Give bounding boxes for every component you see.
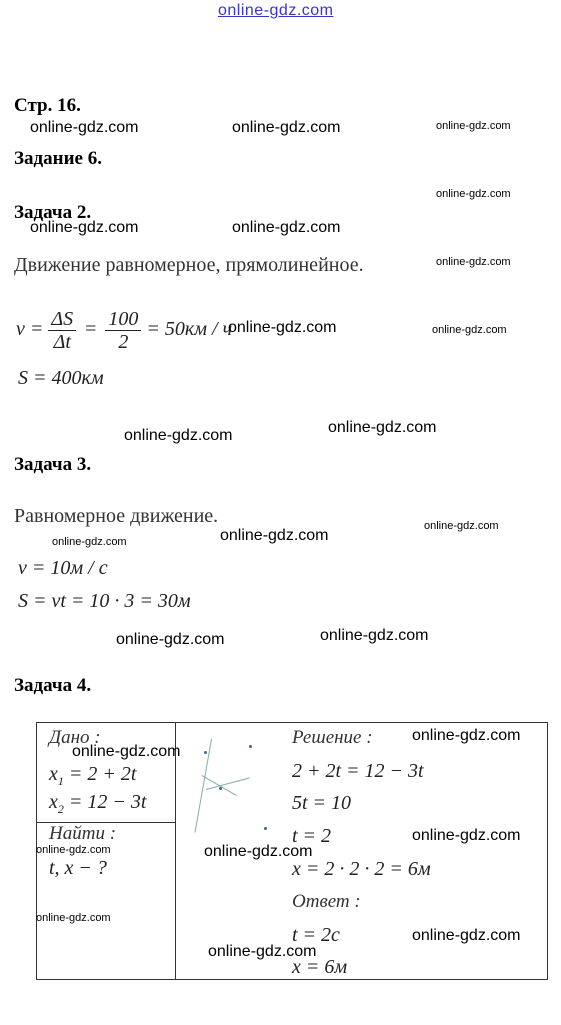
problem-3-velocity: v = 10м / с bbox=[18, 557, 108, 579]
watermark: online-gdz.com bbox=[220, 527, 329, 544]
watermark: online-gdz.com bbox=[328, 419, 437, 436]
problem-3-text: Равномерное движение. bbox=[14, 505, 219, 527]
watermark: online-gdz.com bbox=[436, 256, 511, 268]
problem-2-distance: S = 400км bbox=[18, 367, 104, 389]
find-label: Найти : bbox=[49, 823, 117, 844]
watermark: online-gdz.com bbox=[116, 631, 225, 648]
solution-line-3: t = 2 bbox=[292, 825, 332, 847]
problem-2-text: Движение равномерное, прямолинейное. bbox=[14, 254, 364, 276]
problem-2-title: Задача 2. bbox=[14, 202, 92, 223]
watermark: online-gdz.com bbox=[72, 743, 181, 760]
problem-3-title: Задача 3. bbox=[14, 454, 92, 475]
watermark: online-gdz.com bbox=[52, 536, 127, 548]
answer-line-2: x = 6м bbox=[292, 956, 348, 978]
watermark: online-gdz.com bbox=[36, 912, 111, 924]
velocity-lhs: v = bbox=[16, 318, 44, 341]
watermark: online-gdz.com bbox=[204, 843, 313, 860]
fraction-ds-dt bbox=[48, 308, 76, 353]
watermark: online-gdz.com bbox=[412, 827, 521, 844]
given-cell bbox=[37, 723, 176, 823]
watermark: online-gdz.com bbox=[436, 188, 511, 200]
problem-4-title: Задача 4. bbox=[14, 675, 92, 696]
watermark: online-gdz.com bbox=[432, 324, 507, 336]
find-value: t, x − ? bbox=[49, 857, 107, 879]
fraction-denominator: Δt bbox=[53, 331, 71, 353]
watermark: online-gdz.com bbox=[412, 727, 521, 744]
fraction-100-2 bbox=[105, 308, 141, 353]
fraction-numerator: ΔS bbox=[48, 308, 76, 331]
watermark: online-gdz.com bbox=[232, 119, 341, 136]
watermark: online-gdz.com bbox=[436, 120, 511, 132]
equals-sign: = bbox=[85, 318, 97, 341]
watermark: online-gdz.com bbox=[228, 319, 337, 336]
solution-line-4: x = 2 · 2 · 2 = 6м bbox=[292, 858, 431, 880]
velocity-result: = 50км / ч bbox=[146, 318, 233, 341]
watermark: online-gdz.com bbox=[412, 927, 521, 944]
watermark: online-gdz.com bbox=[320, 627, 429, 644]
watermark: online-gdz.com bbox=[36, 844, 111, 856]
answer-line-1: t = 2с bbox=[292, 924, 340, 946]
answer-label: Ответ : bbox=[292, 891, 361, 912]
given-label: Дано : bbox=[49, 727, 101, 748]
watermark: online-gdz.com bbox=[124, 427, 233, 444]
watermark: online-gdz.com bbox=[424, 520, 499, 532]
watermark: online-gdz.com bbox=[30, 219, 139, 236]
sketch-drawing bbox=[194, 727, 279, 837]
given-x1: $x_1 = 2 + 2t$ bbox=[49, 763, 137, 788]
fraction-numerator: 100 bbox=[105, 308, 141, 331]
watermark-top-link[interactable]: online-gdz.com bbox=[218, 2, 334, 19]
problem-3-distance: S = vt = 10 · 3 = 30м bbox=[18, 590, 191, 612]
solution-label: Решение : bbox=[292, 727, 373, 748]
watermark: online-gdz.com bbox=[232, 219, 341, 236]
task-title: Задание 6. bbox=[14, 148, 102, 169]
page-reference: Стр. 16. bbox=[14, 95, 81, 116]
solution-line-1: 2 + 2t = 12 − 3t bbox=[292, 760, 424, 782]
watermark: online-gdz.com bbox=[208, 943, 317, 960]
given-x2: $x_2 = 12 - 3t$ bbox=[49, 791, 147, 816]
solution-line-2: 5t = 10 bbox=[292, 792, 352, 814]
fraction-denominator: 2 bbox=[118, 331, 129, 353]
problem-2-velocity-formula bbox=[16, 308, 232, 353]
watermark: online-gdz.com bbox=[30, 119, 139, 136]
